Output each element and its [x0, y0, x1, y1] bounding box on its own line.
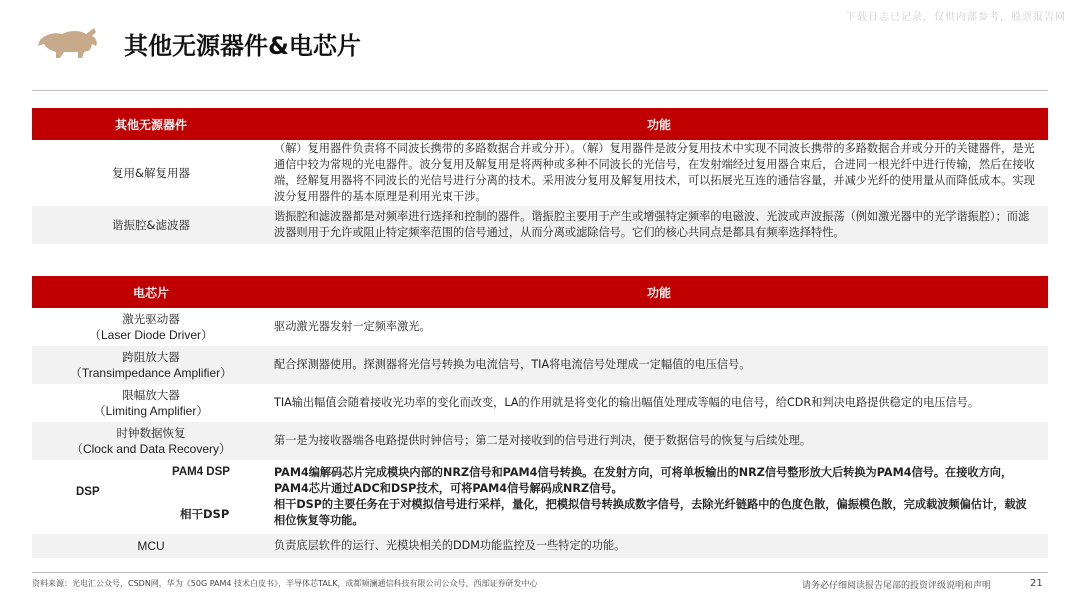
header-component: 其他无源器件 [114, 117, 187, 132]
table-row-dsp [32, 460, 1048, 534]
table-row [32, 206, 1048, 244]
table-row [32, 308, 1048, 346]
chip-desc: 第一是为接收器端各电路提供时钟信号；第二是对接收到的信号进行判决，便于数据信号的恢复与后续处理。 [274, 434, 812, 447]
dsp-descs [270, 465, 1048, 529]
chip-name-en: （Clock and Data Recovery） [70, 442, 232, 456]
component-name: 复用&解复用器 [112, 166, 190, 180]
table-row [32, 534, 1048, 558]
chip-name [32, 349, 270, 381]
chip-name-cn: 限幅放大器 [122, 388, 180, 402]
dsp-cell [32, 460, 270, 534]
disclaimer: 请务必仔细阅读报告尾部的投资评级说明和声明 [802, 581, 992, 591]
table-row [32, 384, 1048, 422]
chip-name-cn: 时钟数据恢复 [116, 426, 186, 440]
component-desc: （解）复用器件负责将不同波长携带的多路数据合并或分开）。（解）复用器件是波分复用技术中实现不同波长携带的多路数据合并或分开的关键器件，是光通信中较为常规的光电器件。波分复用及解复用是将两种或多种不同波长的光信号，在发射端经过复用器合束后，合进同一根光纤中进行传输，然后在接收端，经解复用器将不同波长的光信号进行分离的技术。采用波分复用及解复用技术，可以拓展光互连的通信容量，并减少光纤的使用量从而降低成本。实现波分复用器件的基本原理是利用光束干涉。 [274, 142, 1035, 203]
chip-name-cn: 跨阻放大器 [122, 350, 180, 364]
chip-desc: 驱动激光器发射一定频率激光。 [274, 320, 431, 333]
footer-divider [32, 572, 1048, 573]
source-note: 资料来源：光电汇公众号，CSDN网，华为《50G PAM4 技术白皮书》，半导体芯TALK，成都频澜通信科技有限公司公众号，西部证券研发中心 [32, 579, 538, 588]
dsp-sub-pam4: PAM4 DSP [172, 466, 230, 478]
chip-name-en: （Transimpedance Amplifier） [69, 366, 233, 380]
chip-name-en: （Limiting Amplifier） [93, 404, 209, 418]
chip-name [32, 387, 270, 419]
chip-name [32, 425, 270, 457]
header-function: 功能 [646, 285, 671, 300]
chip-name-cn: 激光驱动器 [122, 312, 180, 326]
dsp-desc-coherent: 相干DSP的主要任务在于对模拟信号进行采样，量化，把模拟信号转换成数字信号，去除光纤链路中的色度色散，偏振模色散，完成载波频偏估计，载波相位恢复等功能。 [274, 498, 1027, 527]
chip-name [32, 311, 270, 343]
table-header [32, 276, 1048, 308]
dsp-sub-coherent: 相干DSP [180, 507, 230, 521]
watermark: 下载日志已记录，仅供内部参考，股票报告网 [846, 12, 1066, 23]
component-desc: 谐振腔和滤波器都是对频率进行选择和控制的器件。谐振腔主要用于产生或增强特定频率的电磁波、光波或声波振荡（例如激光器中的光学谐振腔）；而滤波器则用于允许或阻止特定频率范围的信号通过，从而分离或滤除信号。它们的核心共同点是都具有频率选择特性。 [274, 210, 1030, 239]
table-row [32, 140, 1048, 206]
component-name: 谐振腔&滤波器 [112, 218, 190, 232]
table-header [32, 108, 1048, 140]
header-function: 功能 [646, 117, 671, 132]
table-row [32, 422, 1048, 460]
chip-name-en: （Laser Diode Driver） [88, 328, 214, 342]
page-number: 21 [1030, 578, 1043, 589]
table-row [32, 346, 1048, 384]
header-chip: 电芯片 [132, 285, 169, 300]
chip-name: MCU [137, 539, 165, 553]
chip-desc: TIA输出幅值会随着接收光功率的变化而改变，LA的作用就是将变化的输出幅值处理成等幅的电信号，给CDR和判决电路提供稳定的电压信号。 [274, 396, 980, 409]
passive-components-table [32, 108, 1048, 244]
dsp-label: DSP [76, 486, 100, 498]
chip-desc: 配合探测器使用。探测器将光信号转换为电流信号，TIA将电流信号处理成一定幅值的电压信号。 [274, 358, 751, 371]
bull-logo-icon [36, 22, 102, 62]
dsp-desc-pam4: PAM4编解码芯片完成模块内部的NRZ信号和PAM4信号转换。在发射方向，可将单板输出的NRZ信号整形放大后转换为PAM4信号。在接收方向，PAM4芯片通过ADC和DSP技术，可将PAM4信号解码成NRZ信号。 [274, 466, 1013, 495]
title-divider [32, 90, 1048, 91]
page-title: 其他无源器件&电芯片 [124, 32, 361, 60]
electrical-chips-table [32, 276, 1048, 558]
chip-desc: 负责底层软件的运行、光模块相关的DDM功能监控及一些特定的功能。 [274, 539, 626, 552]
